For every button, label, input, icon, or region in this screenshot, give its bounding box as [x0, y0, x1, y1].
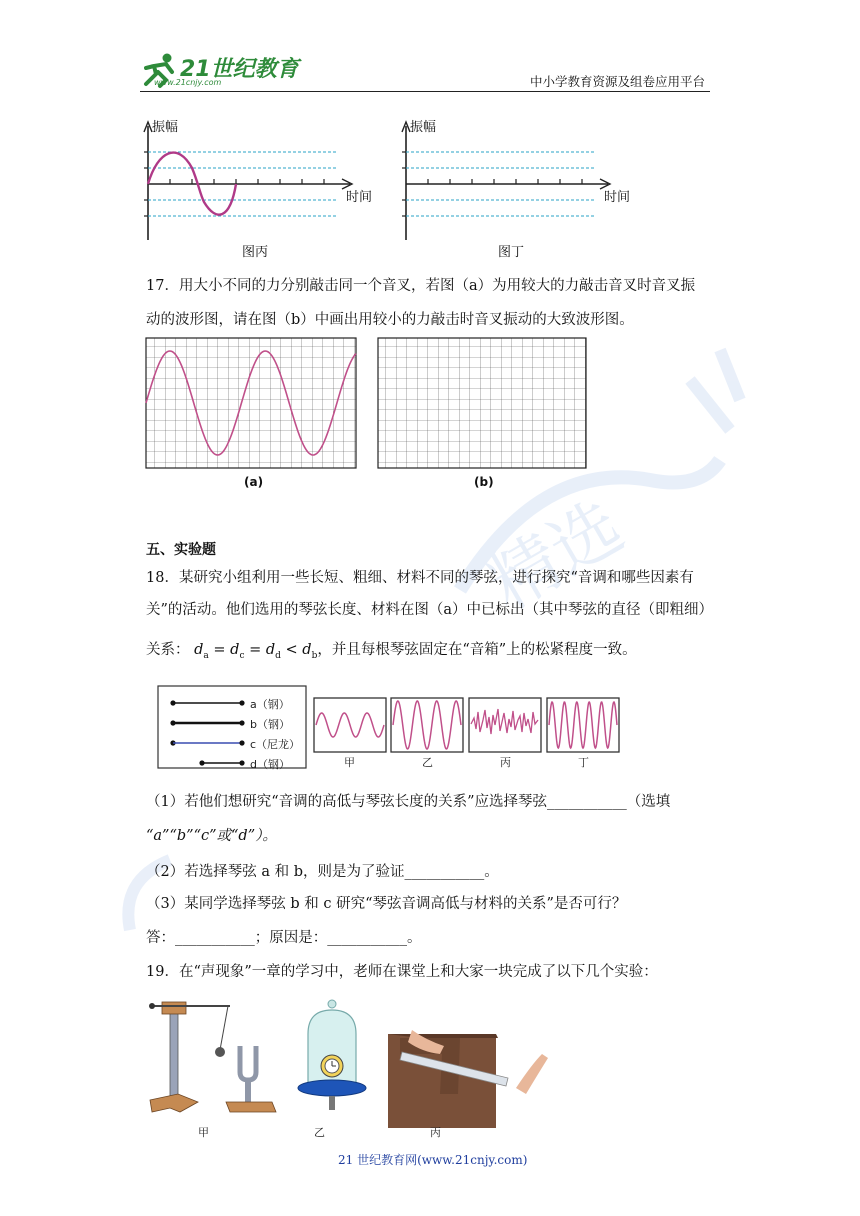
q17-line2: 动的波形图，请在图（b）中画出用较小的力敲击时音叉振动的大致波形图。 [146, 312, 634, 328]
chart-ding-xlabel: 时间 [604, 190, 631, 205]
wave-jia [314, 698, 386, 769]
q18-sub1-line2: “a”“b”“c”或“d”）。 [146, 828, 277, 844]
section-title: 五、实验题 [146, 542, 216, 558]
grid-b-caption: (b) [474, 475, 494, 489]
header-logo [140, 50, 320, 90]
tuning-fork-icon [226, 1046, 276, 1112]
q18-figure [158, 682, 628, 772]
wave-bing-caption: 丙 [500, 756, 511, 769]
q18-sub3: （3）某同学选择琴弦 b 和 c 研究“琴弦音调高低与材料的关系”是否可行？ [146, 896, 627, 912]
pendulum-stand-icon [149, 1002, 230, 1112]
string-c-label: c（尼龙） [250, 738, 301, 751]
chart-ding-ylabel: 振幅 [410, 120, 437, 135]
q18-line3-suffix: ，并且每根琴弦固定在“音箱”上的松紧程度一致。 [317, 642, 637, 658]
chart-bing [144, 119, 372, 260]
wave-jia-caption: 甲 [344, 756, 355, 769]
chart-ding-caption: 图丁 [498, 245, 525, 260]
q19-figure [140, 994, 560, 1146]
q17-line1: 17．用大小不同的力分别敲击同一个音叉，若图（a）为用较大的力敲击音叉时音叉振 [146, 278, 696, 294]
chart-ding [402, 119, 630, 260]
string-b-label: b（钢） [250, 718, 290, 731]
q18-line3 [146, 640, 637, 666]
bell-jar-icon [298, 1000, 366, 1110]
svg-text:精选: 精选 [474, 484, 637, 626]
q18-sub2: （2）若选择琴弦 a 和 b，则是为了验证___________。 [146, 864, 499, 880]
figure-bing-ding [140, 112, 631, 262]
chart-bing-ylabel: 振幅 [152, 120, 179, 135]
wave-ding-caption: 丁 [578, 756, 589, 769]
strings-box [158, 686, 306, 771]
q19-caption-bing: 丙 [430, 1126, 441, 1139]
string-d-label: d（钢） [250, 758, 290, 771]
q18-sub1-line1: （1）若他们想研究“音调的高低与琴弦长度的关系”应选择琴弦___________（选填 [146, 794, 671, 810]
q18-answer: 答：___________；原因是：___________。 [146, 930, 422, 946]
footer-text: 21 世纪教育网(www.21cnjy.com) [338, 1153, 528, 1167]
q18-line2: 关”的活动。他们选用的琴弦长度、材料在图（a）中已标出（其中琴弦的直径（即粗细） [146, 602, 714, 618]
grid-b[interactable] [378, 338, 586, 489]
header-rule [140, 91, 710, 92]
q18-line1: 18．某研究小组利用一些长短、粗细、材料不同的琴弦，进行探究“音调和哪些因素有 [146, 570, 694, 586]
ruler-table-icon [388, 1030, 548, 1128]
q19-line1: 19．在“声现象”一章的学习中，老师在课堂上和大家一块完成了以下几个实验： [146, 964, 658, 980]
grid-a [146, 338, 356, 489]
wave-yi [391, 698, 463, 769]
chart-bing-caption: 图丙 [242, 245, 269, 260]
string-a-label: a（钢） [250, 698, 290, 711]
diameter-relation: $d_a = d_c = d_d < d_b$ [189, 642, 318, 661]
logo-text: 21世纪教育 [180, 57, 299, 82]
q19-caption-jia: 甲 [198, 1126, 209, 1139]
wave-yi-caption: 乙 [422, 756, 433, 769]
header-right-text: 中小学教育资源及组卷应用平台 [530, 74, 706, 89]
grid-a-caption: (a) [244, 475, 264, 489]
q19-caption-yi: 乙 [314, 1126, 325, 1139]
wave-ding [547, 698, 619, 769]
logo-url: www.21cnjy.com [154, 78, 222, 87]
wave-bing [469, 698, 541, 769]
chart-bing-xlabel: 时间 [346, 190, 373, 205]
q18-line3-prefix: 关系： [146, 642, 190, 658]
q17-wave-grids [144, 336, 594, 492]
